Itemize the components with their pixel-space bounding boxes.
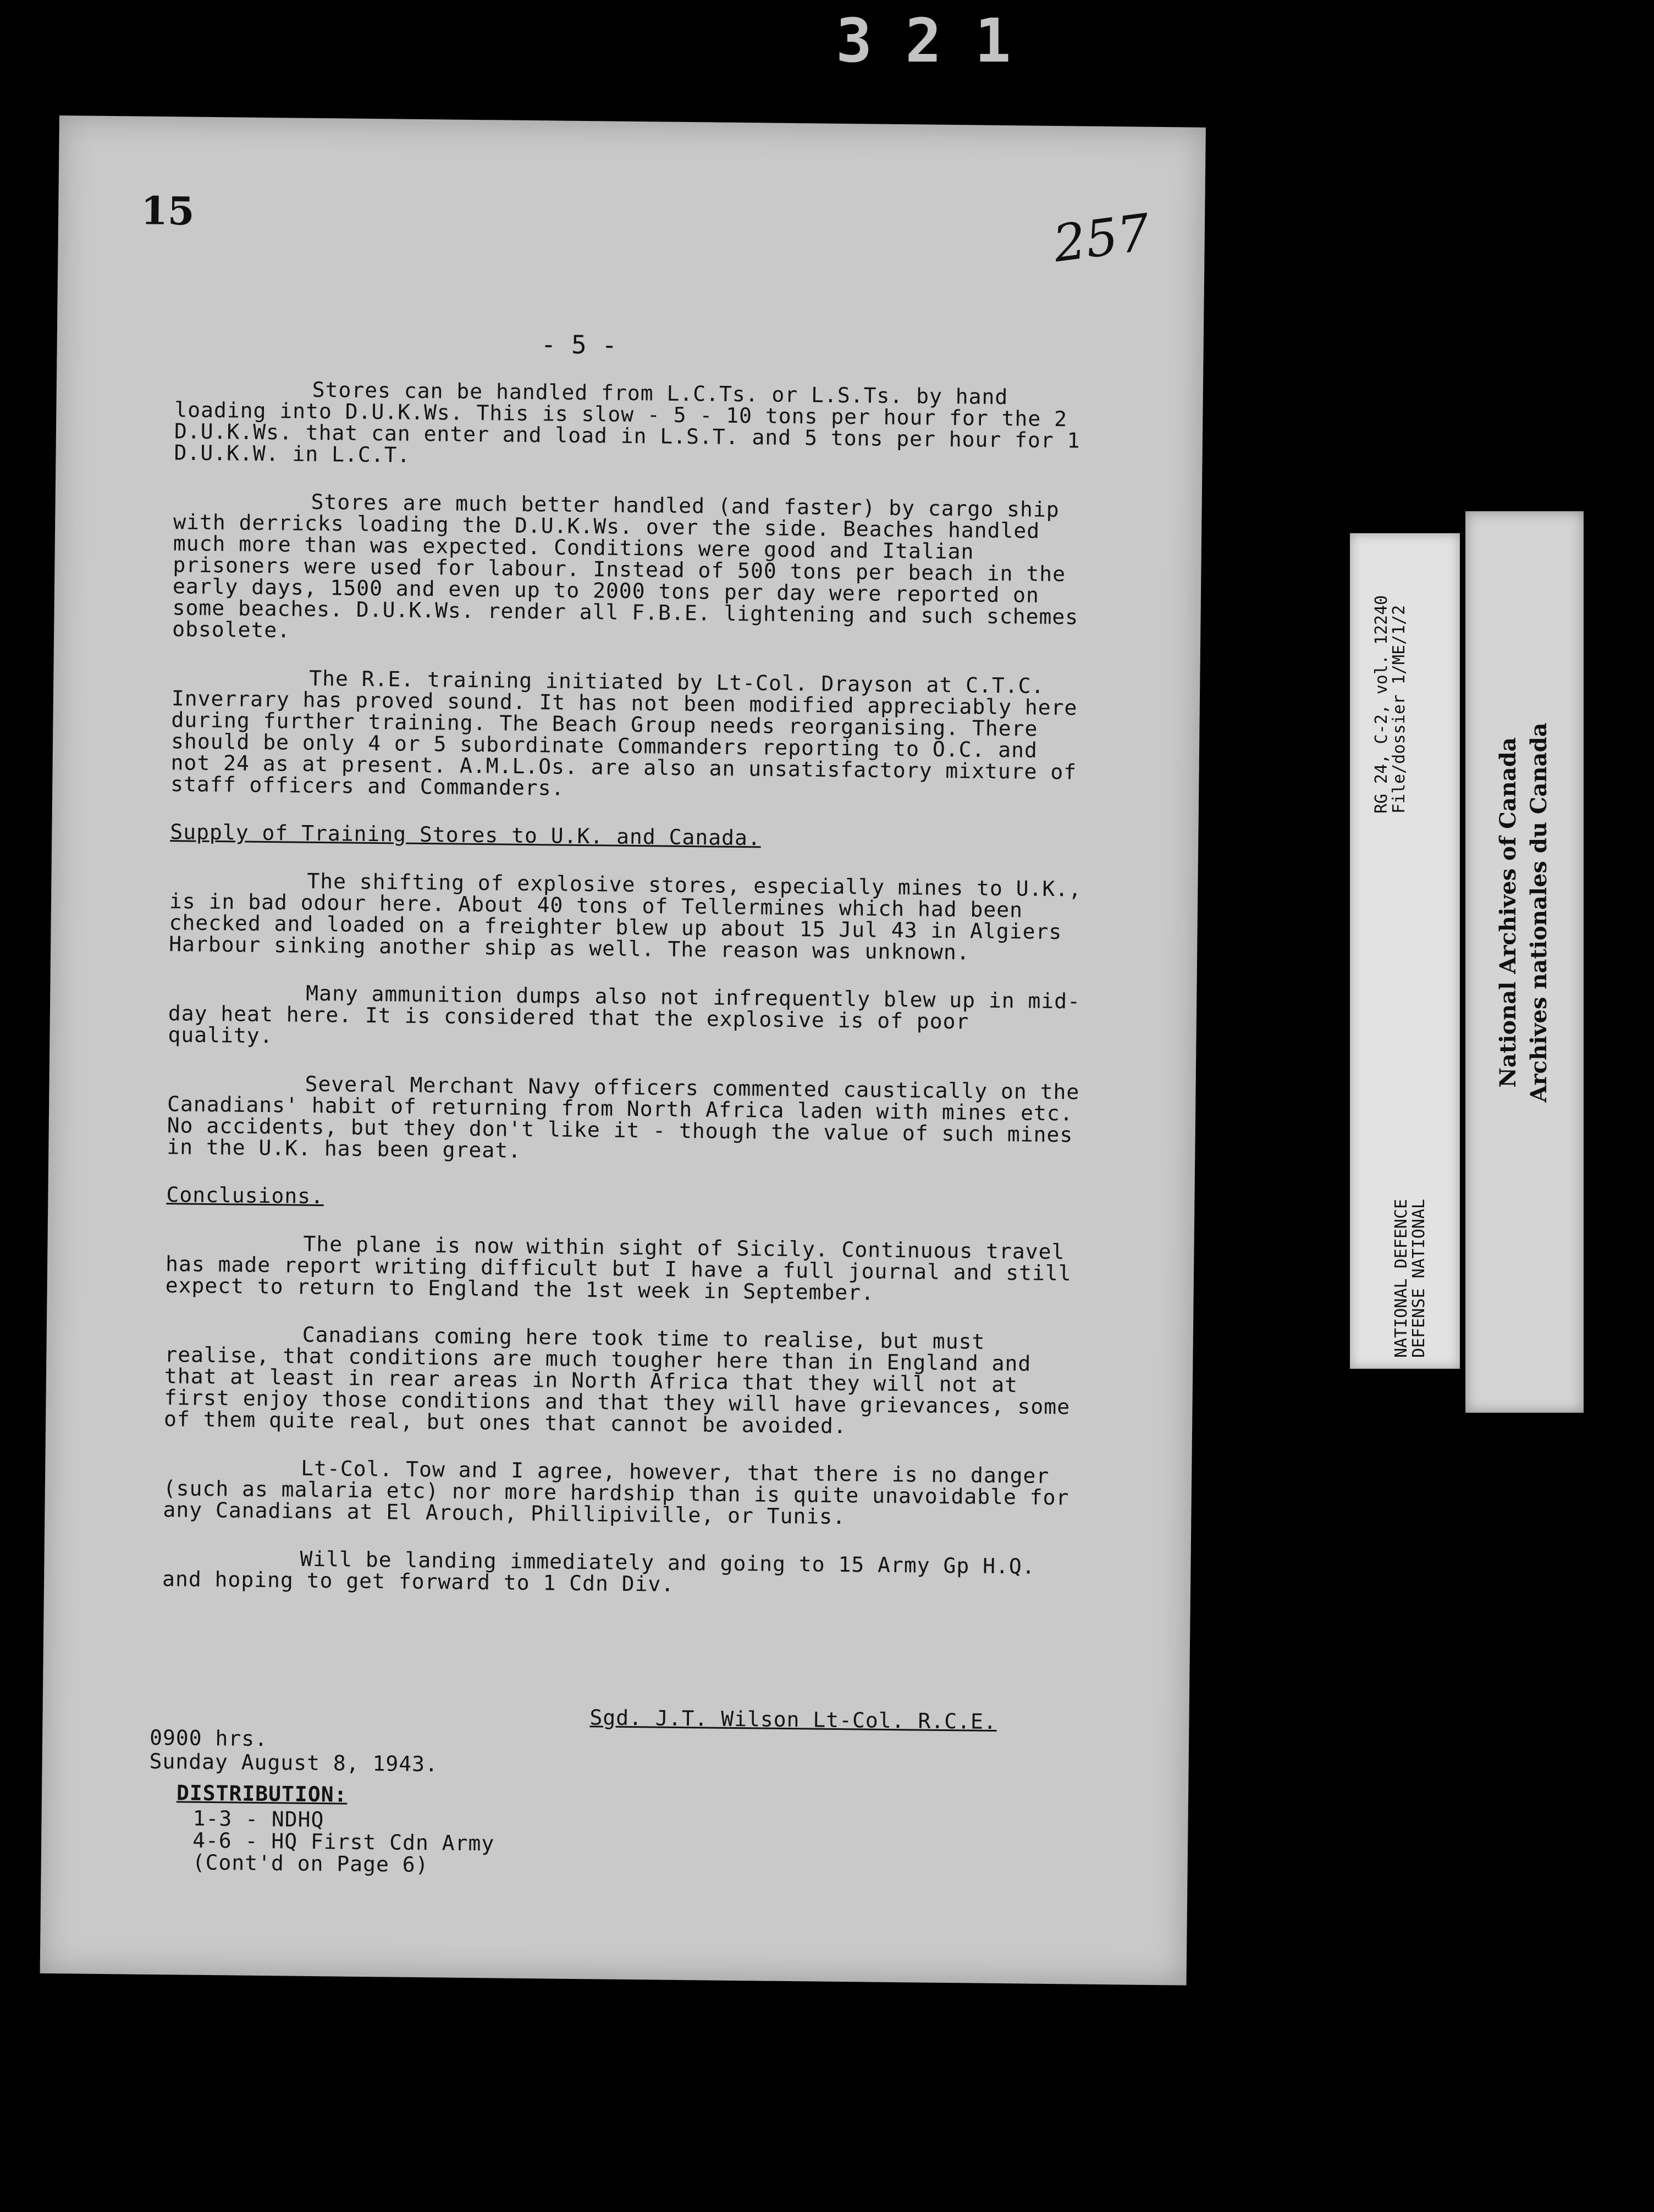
paragraph: Stores can be handled from L.C.Ts. or L.S.Ts. by hand loading into D.U.K.Ws. This is slow - 5 - 10 tons per hour for the 2 D.U.K.Ws. that can enter and load in L.S.T. and 5 tons per hour for 1 D.U.K.W. in L.C.T.	[174, 377, 1080, 467]
national-defence-stamp	[1350, 533, 1460, 1369]
section-heading-conclusions: Conclusions.	[166, 1182, 324, 1209]
paragraph: The shifting of explosive stores, especially mines to U.K., is in bad odour here. About 40 tons of Tellermines which had been checked and loaded on a freighter blew up about 15 Jul 43 in Algiers Harbour sinking another ship as well. The reason was unknown.	[168, 869, 1082, 965]
stamp-line: Archives nationales du Canada	[1526, 722, 1552, 1103]
corner-mark: 15	[140, 187, 195, 234]
distribution-item: 4-6 - HQ First Cdn Army	[192, 1828, 495, 1856]
paragraph: Many ammunition dumps also not infrequently blew up in mid-day heat here. It is considered that the explosive is of poor quality.	[168, 981, 1081, 1048]
paragraph: The R.E. training initiated by Lt-Col. Drayson at C.T.C. Inverrary has proved sound. It has not been modified appreciably here during further training. The Beach Group needs reorganising. There should be only 4 or 5 subordinate Commanders reporting to O.C. and not 24 as at present. A.M.L.Os. are also an unsatisfactory mixture of staff officers and Commanders.	[170, 666, 1078, 800]
paragraph: The plane is now within sight of Sicily. Continuous travel has made report writing difficult but I have a full journal and still expect to return to England the 1st week in September.	[165, 1231, 1072, 1305]
distribution-item: (Cont'd on Page 6)	[192, 1850, 429, 1877]
archive-reference: RG 24, C-2, vol. 12240	[1372, 595, 1391, 814]
page-number: - 5 -	[541, 329, 618, 360]
paragraph: Canadians coming here took time to realise, but must realise, that conditions are much tougher here than in England and that at least in rear areas in North Africa that they will not at first enjoy those conditions and that they will have grievances, some of them quite real, but ones that cannot be avoided.	[163, 1322, 1071, 1439]
stamp-line: DEFENSE NATIONAL	[1409, 1199, 1429, 1358]
distribution-list	[176, 1782, 495, 1876]
archive-reference: File/dossier 1/ME/1/2	[1390, 605, 1409, 814]
stamp-line: NATIONAL DEFENCE	[1392, 1199, 1411, 1358]
handwritten-page-number: 257	[1050, 202, 1154, 274]
paragraph: Stores are much better handled (and faster) by cargo ship with derricks loading the D.U.K.Ws. over the side. Beaches handled much more than was expected. Conditions were good and Italian prisoners were used for labour. Instead of 500 tons per beach in the early days, 1500 and even up to 2000 tons per day were reported on some beaches. D.U.K.Ws. render all F.B.E. lightening and such schemes obsolete.	[172, 489, 1079, 643]
signature: Sgd. J.T. Wilson Lt-Col. R.C.E.	[589, 1705, 997, 1734]
signature-block	[149, 1702, 1074, 1877]
distribution-heading: DISTRIBUTION:	[176, 1780, 348, 1807]
section-heading-supply: Supply of Training Stores to U.K. and Canada.	[170, 820, 762, 850]
national-archives-stamp	[1465, 511, 1584, 1413]
paragraph: Several Merchant Navy officers commented caustically on the Canadians' habit of returning from North Africa laden with mines etc. No accidents, but they don't like it - though the value of such mines in the U.K. has been great.	[167, 1071, 1080, 1163]
date: Sunday August 8, 1943.	[149, 1749, 439, 1777]
document-body	[149, 377, 1088, 1877]
paragraph: Will be landing immediately and going to 15 Army Gp H.Q. and hoping to get forward to 1 Cdn Div.	[162, 1546, 1035, 1596]
stamp-line: National Archives of Canada	[1495, 737, 1521, 1088]
paragraph: Lt-Col. Tow and I agree, however, that there is no danger (such as malaria etc) nor more hardship than is quite unavoidable for any Canadians at El Arouch, Phillipiville, or Tunis.	[163, 1456, 1069, 1529]
frame-number: 321	[836, 5, 1044, 76]
time: 0900 hrs.	[149, 1725, 268, 1751]
distribution-item: 1-3 - NDHQ	[192, 1806, 324, 1832]
document-page	[40, 115, 1206, 1986]
